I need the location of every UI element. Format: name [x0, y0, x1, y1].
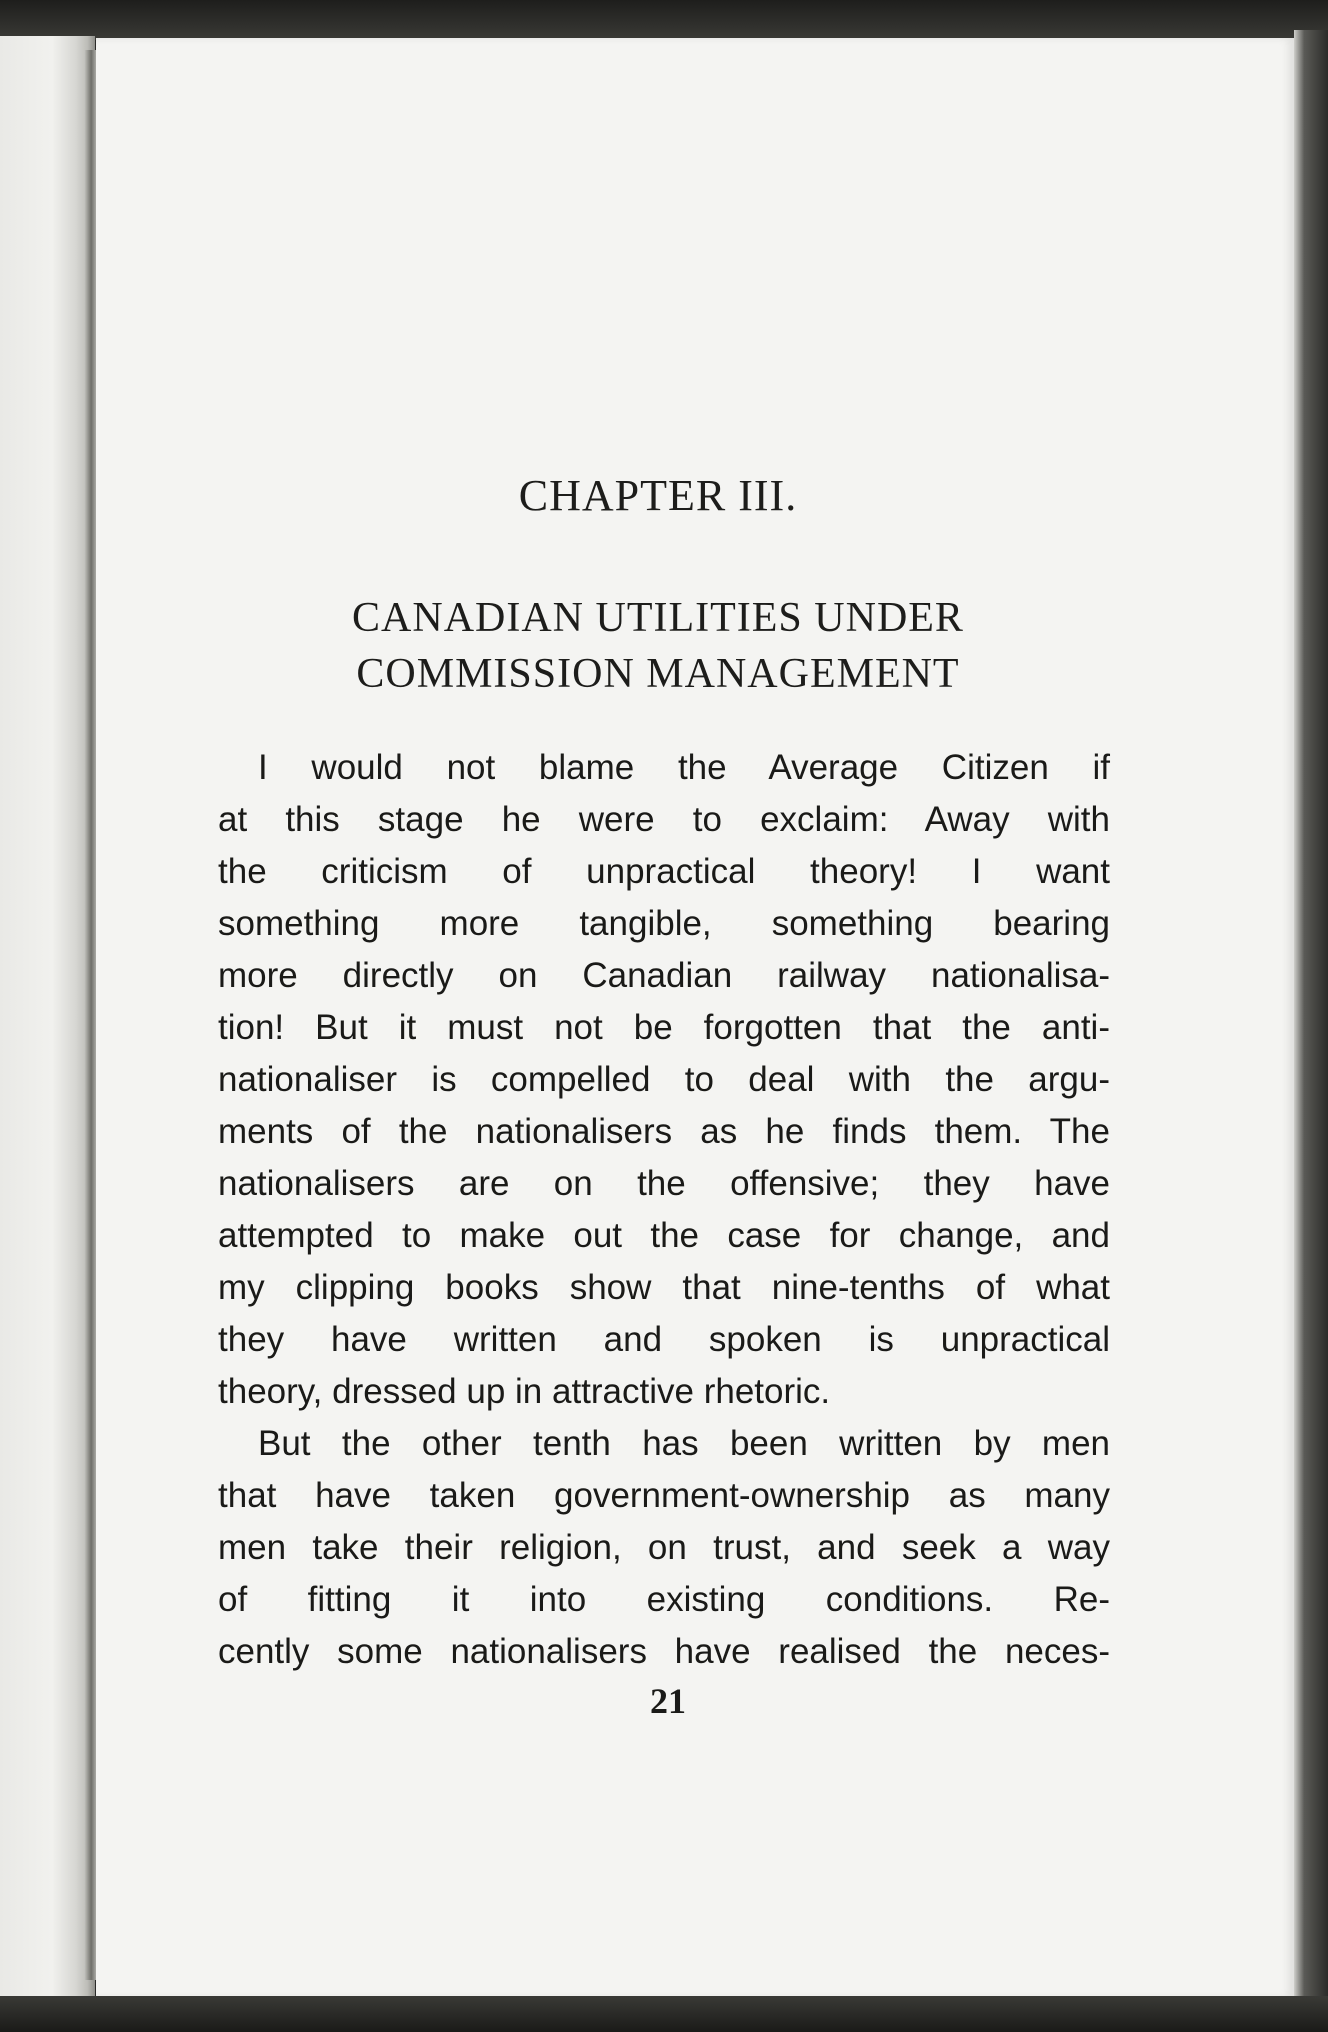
book-binding-edge [1294, 30, 1328, 2002]
text-line: they have written and spoken is unpractical [218, 1320, 1110, 1359]
chapter-title-line: CANADIAN UTILITIES UNDER [352, 595, 964, 641]
text-line: cently some nationalisers have realised the neces- [218, 1632, 1110, 1671]
body-text [218, 742, 1110, 1678]
text-line: I would not blame the Average Citizen if [258, 748, 1110, 787]
text-line: my clipping books show that nine-tenths of what [218, 1268, 1110, 1307]
text-line: that have taken government-ownership as many [218, 1476, 1110, 1515]
chapter-number: CHAPTER III. [518, 471, 798, 520]
book-gutter [84, 50, 96, 1980]
text-line: the criticism of unpractical theory! I want [218, 852, 1110, 891]
scan-bottom-frame [0, 1996, 1328, 2032]
text-line: nationaliser is compelled to deal with the argu- [218, 1060, 1110, 1099]
text-line: at this stage he were to exclaim: Away with [218, 800, 1110, 839]
chapter-title [96, 590, 1220, 702]
text-line: But the other tenth has been written by men [258, 1424, 1110, 1463]
text-line: attempted to make out the case for change, and [218, 1216, 1110, 1255]
chapter-title-line: COMMISSION MANAGEMENT [356, 651, 960, 697]
text-line: tion! But it must not be forgotten that the anti- [218, 1008, 1110, 1047]
text-line: more directly on Canadian railway nationalisa- [218, 956, 1110, 995]
previous-page-edge [0, 36, 95, 1996]
text-line: of fitting it into existing conditions. Re- [218, 1580, 1110, 1619]
text-line: men take their religion, on trust, and seek a way [218, 1528, 1110, 1567]
text-line: nationalisers are on the offensive; they have [218, 1164, 1110, 1203]
text-line: ments of the nationalisers as he finds them. The [218, 1112, 1110, 1151]
text-line: theory, dressed up in attractive rhetoric. [218, 1372, 831, 1411]
text-line: something more tangible, something bearing [218, 904, 1110, 943]
scan-top-frame [0, 0, 1328, 40]
page-number: 21 [650, 1681, 686, 1721]
